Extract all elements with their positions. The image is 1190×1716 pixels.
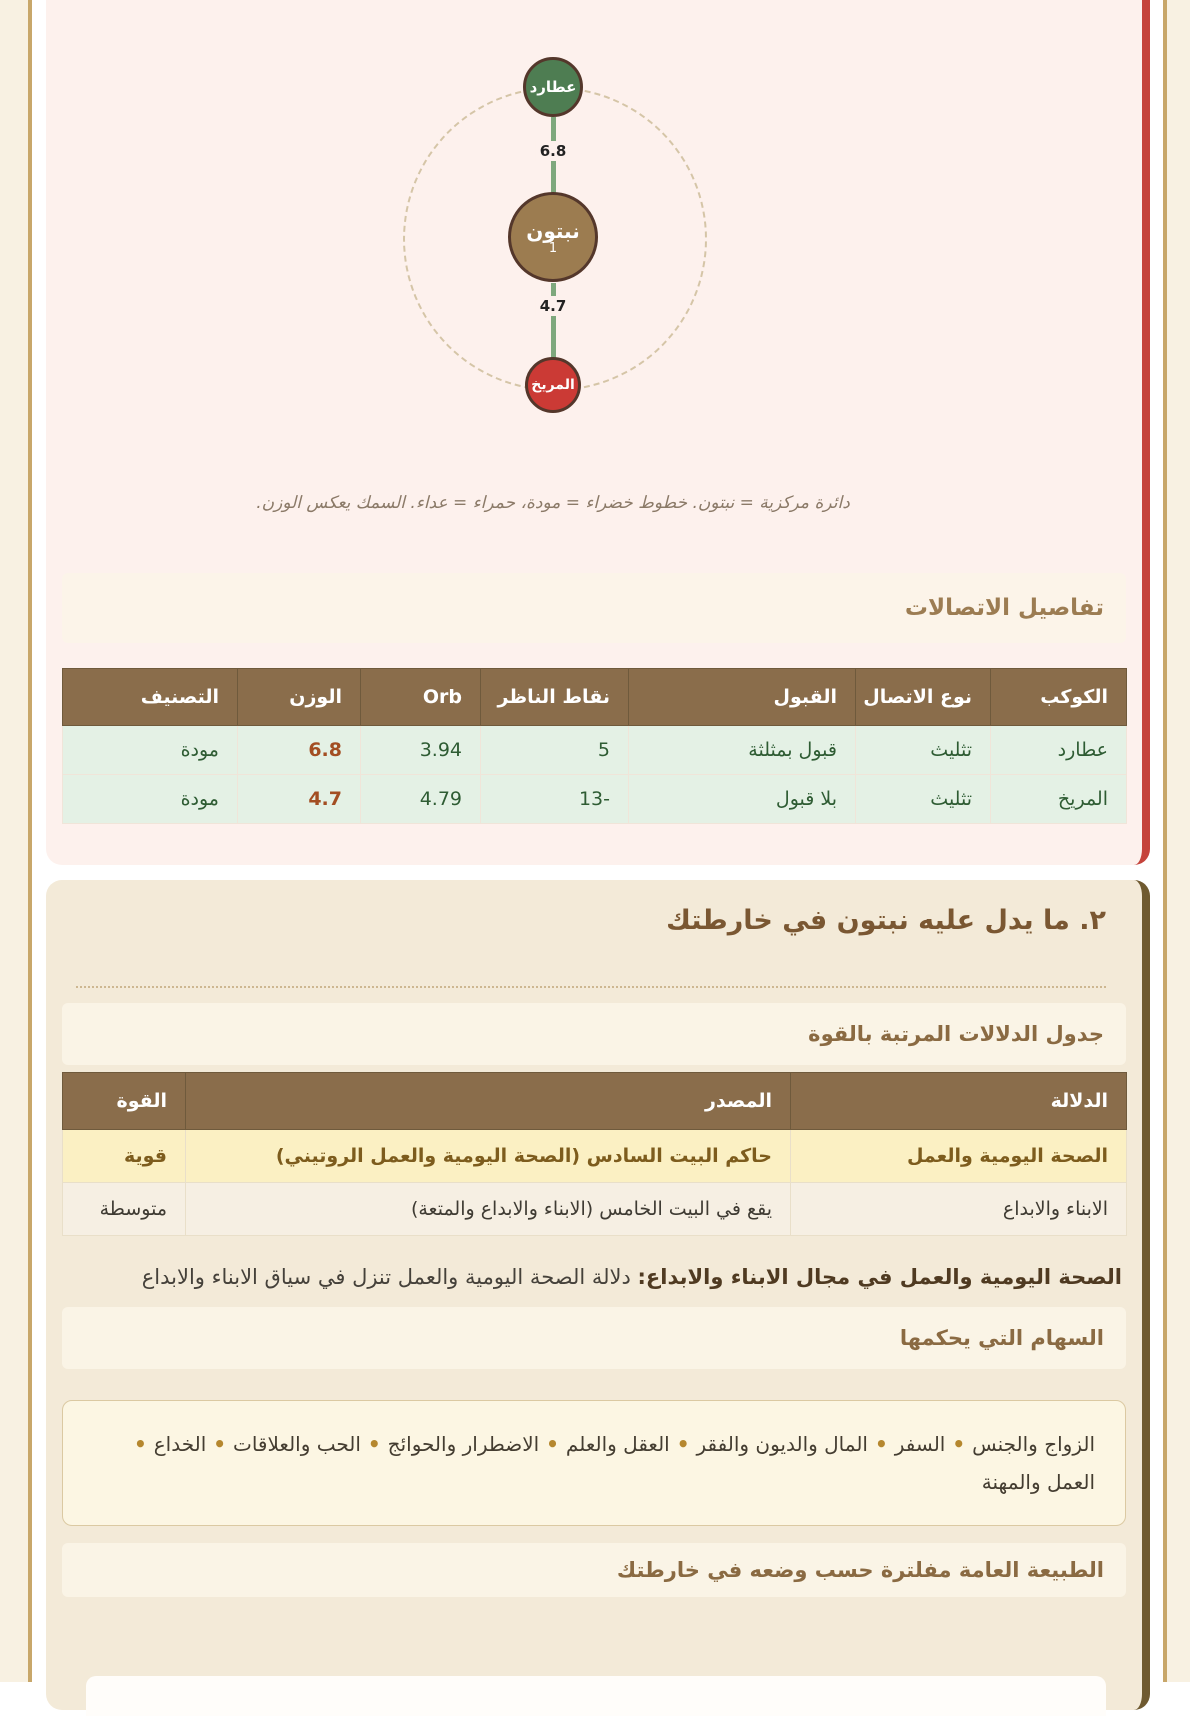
lot-item: الزواج والجنس — [972, 1432, 1095, 1456]
column-header: الوزن — [238, 669, 361, 726]
column-header: التصنيف — [63, 669, 238, 726]
table-header-row — [63, 1073, 1127, 1130]
note-lead: الصحة اليومية والعمل في مجال الابناء والابداع: — [637, 1265, 1122, 1289]
section-title-neptune: ٢. ما يدل عليه نبتون في خارطتك — [666, 905, 1106, 936]
lot-item: الخداع — [153, 1432, 207, 1456]
dotted-divider — [76, 986, 1106, 988]
cell-points: 5 — [481, 726, 629, 775]
bullet-separator: • — [669, 1432, 697, 1456]
section-header-text: الطبيعة العامة مفلترة حسب وضعه في خارطتك — [616, 1558, 1104, 1582]
cell-type: تثليث — [856, 775, 991, 824]
bullet-separator: • — [360, 1432, 388, 1456]
cell-source: يقع في البيت الخامس (الابناء والابداع والمتعة) — [186, 1183, 791, 1236]
note-body: دلالة الصحة اليومية والعمل تنزل في سياق الابناء والابداع — [141, 1265, 638, 1289]
table-row — [63, 775, 1127, 824]
cell-strength: متوسطة — [63, 1183, 186, 1236]
cell-planet: عطارد — [991, 726, 1127, 775]
cell-strength: قوية — [63, 1130, 186, 1183]
page-margin-right — [1167, 0, 1190, 1682]
page-rule-right — [1163, 0, 1167, 1682]
column-header: المصدر — [186, 1073, 791, 1130]
cell-classification: مودة — [63, 726, 238, 775]
lot-item: العقل والعلم — [565, 1432, 670, 1456]
page-rule-left — [28, 0, 32, 1682]
cell-weight: 4.7 — [238, 775, 361, 824]
column-header: الكوكب — [991, 669, 1127, 726]
aspect-details-card — [46, 0, 1150, 865]
column-header: نوع الاتصال — [856, 669, 991, 726]
node-mercury — [523, 57, 583, 117]
lots-box — [62, 1400, 1126, 1526]
column-header: الدلالة — [791, 1073, 1127, 1130]
column-header: القوة — [63, 1073, 186, 1130]
bullet-separator: • — [206, 1432, 233, 1456]
section-header-lots — [62, 1307, 1126, 1369]
cell-orb: 3.94 — [361, 726, 481, 775]
node-label: المريخ — [531, 377, 575, 393]
column-header: Orb — [361, 669, 481, 726]
lots-list — [134, 1432, 1095, 1494]
cell-weight: 6.8 — [238, 726, 361, 775]
section-header-indications-table — [62, 1003, 1126, 1065]
cell-points: -13 — [481, 775, 629, 824]
node-sub-label: 1 — [548, 241, 558, 256]
lot-item: الحب والعلاقات — [233, 1432, 361, 1456]
column-header: نقاط الناظر — [481, 669, 629, 726]
diagram-caption: دائرة مركزية = نبتون. خطوط خضراء = مودة، حمراء = عداء. السمك يعكس الوزن. — [256, 493, 850, 513]
section-header-text: جدول الدلالات المرتبة بالقوة — [808, 1022, 1104, 1046]
bottom-card-preview — [86, 1676, 1106, 1716]
node-label: نبتون — [526, 219, 580, 243]
cell-source: حاكم البيت السادس (الصحة اليومية والعمل الروتيني) — [186, 1130, 791, 1183]
cell-indication: الصحة اليومية والعمل — [791, 1130, 1127, 1183]
section-header-text: تفاصيل الاتصالات — [904, 595, 1104, 621]
section-header-text: السهام التي يحكمها — [899, 1326, 1104, 1350]
bullet-separator: • — [133, 1432, 154, 1456]
cell-type: تثليث — [856, 726, 991, 775]
note-paragraph — [66, 1262, 1122, 1294]
bullet-separator: • — [867, 1432, 895, 1456]
connections-table — [62, 668, 1127, 824]
bullet-separator: • — [945, 1432, 973, 1456]
cell-orb: 4.79 — [361, 775, 481, 824]
section-header-nature — [62, 1543, 1126, 1597]
table-header-row — [63, 669, 1127, 726]
cell-planet: المريخ — [991, 775, 1127, 824]
cell-reception: قبول بمثلثة — [629, 726, 856, 775]
lot-item: الاضطرار والحوائج — [387, 1432, 540, 1456]
edge-weight-label: 4.7 — [536, 296, 571, 316]
table-row — [63, 726, 1127, 775]
section-header-connections — [62, 573, 1126, 643]
table-row — [63, 1183, 1127, 1236]
cell-indication: الابناء والابداع — [791, 1183, 1127, 1236]
page-margin-left — [0, 0, 28, 1682]
edge-weight-label: 6.8 — [536, 141, 571, 161]
edge-neptune-mars — [551, 283, 556, 359]
node-neptune — [508, 192, 598, 282]
column-header: القبول — [629, 669, 856, 726]
bullet-separator: • — [539, 1432, 566, 1456]
cell-classification: مودة — [63, 775, 238, 824]
node-label: عطارد — [529, 78, 577, 96]
indications-card — [46, 880, 1150, 1710]
table-row — [63, 1130, 1127, 1183]
cell-reception: بلا قبول — [629, 775, 856, 824]
node-mars — [525, 357, 581, 413]
indications-table — [62, 1072, 1127, 1236]
lot-item: السفر — [894, 1432, 946, 1456]
lot-item: المال والديون والفقر — [696, 1432, 868, 1456]
lot-item: العمل والمهنة — [981, 1470, 1095, 1494]
